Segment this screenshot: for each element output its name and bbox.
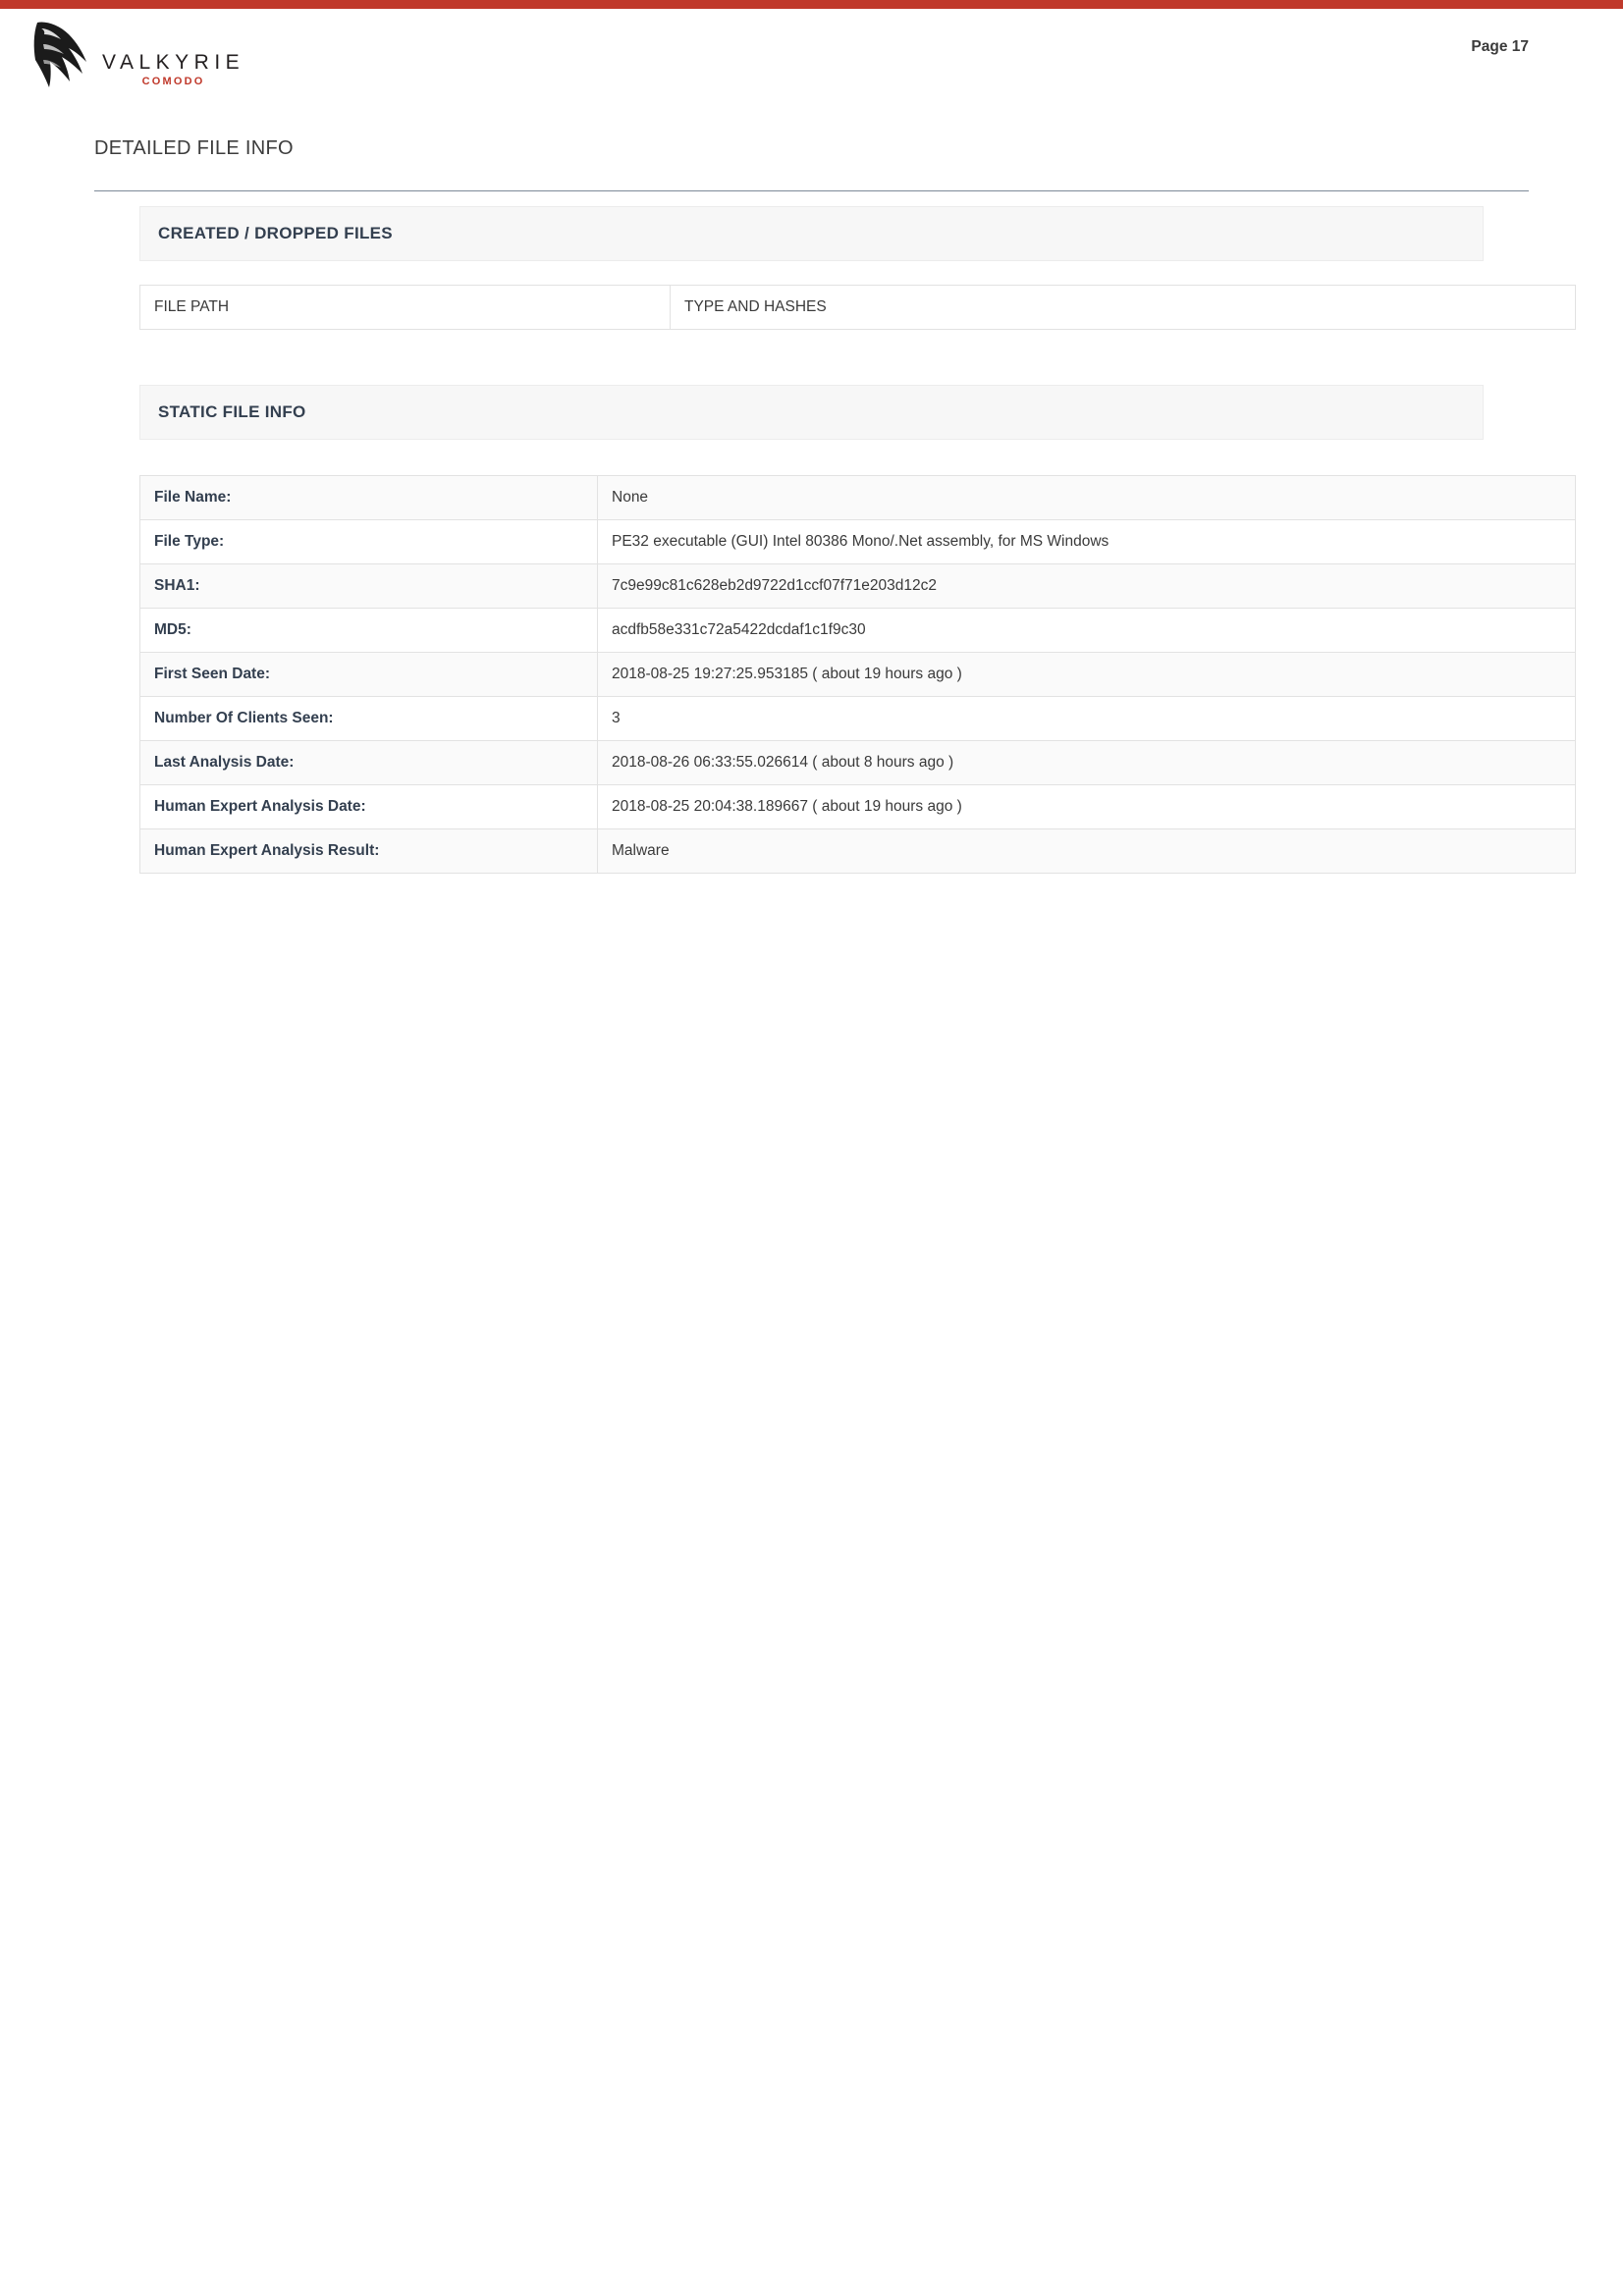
static-file-info-section [139,385,1484,874]
field-label: Human Expert Analysis Date: [140,785,598,829]
accent-top-bar [0,0,1623,9]
valkyrie-wing-logo-icon [29,19,96,95]
page-content [0,206,1623,874]
brand-vendor: COMODO [141,76,205,87]
table-row [140,564,1576,609]
static-file-info-heading: STATIC FILE INFO [139,385,1484,440]
column-header-type-and-hashes: TYPE AND HASHES [671,286,1576,330]
field-value: 3 [598,697,1576,741]
field-value: None [598,476,1576,520]
field-label: Number Of Clients Seen: [140,697,598,741]
field-value: 2018-08-25 20:04:38.189667 ( about 19 hours ago ) [598,785,1576,829]
table-row [140,741,1576,785]
field-value: 7c9e99c81c628eb2d9722d1ccf07f71e203d12c2 [598,564,1576,609]
column-header-file-path: FILE PATH [140,286,671,330]
title-divider [94,190,1529,191]
page-title: DETAILED FILE INFO [94,137,294,159]
field-value: acdfb58e331c72a5422dcdaf1c1f9c30 [598,609,1576,653]
field-value: PE32 executable (GUI) Intel 80386 Mono/.Net assembly, for MS Windows [598,520,1576,564]
static-file-info-table [139,475,1576,874]
table-row [140,653,1576,697]
field-label: MD5: [140,609,598,653]
table-row [140,520,1576,564]
field-label: File Name: [140,476,598,520]
table-row [140,609,1576,653]
created-dropped-files-heading: CREATED / DROPPED FILES [139,206,1484,261]
brand-logo-text [102,27,244,87]
field-label: SHA1: [140,564,598,609]
page-number: Page 17 [1471,38,1529,55]
field-value: 2018-08-25 19:27:25.953185 ( about 19 hours ago ) [598,653,1576,697]
created-dropped-files-table [139,285,1576,330]
created-dropped-files-section [139,206,1484,330]
field-label: First Seen Date: [140,653,598,697]
brand-logo [29,19,244,95]
field-label: Last Analysis Date: [140,741,598,785]
table-row [140,697,1576,741]
field-label: Human Expert Analysis Result: [140,829,598,874]
field-value: 2018-08-26 06:33:55.026614 ( about 8 hours ago ) [598,741,1576,785]
table-header-row [140,286,1576,330]
table-row [140,829,1576,874]
table-row [140,785,1576,829]
field-label: File Type: [140,520,598,564]
table-row [140,476,1576,520]
page-header [0,9,1623,122]
brand-name: VALKYRIE [102,51,245,74]
field-value: Malware [598,829,1576,874]
